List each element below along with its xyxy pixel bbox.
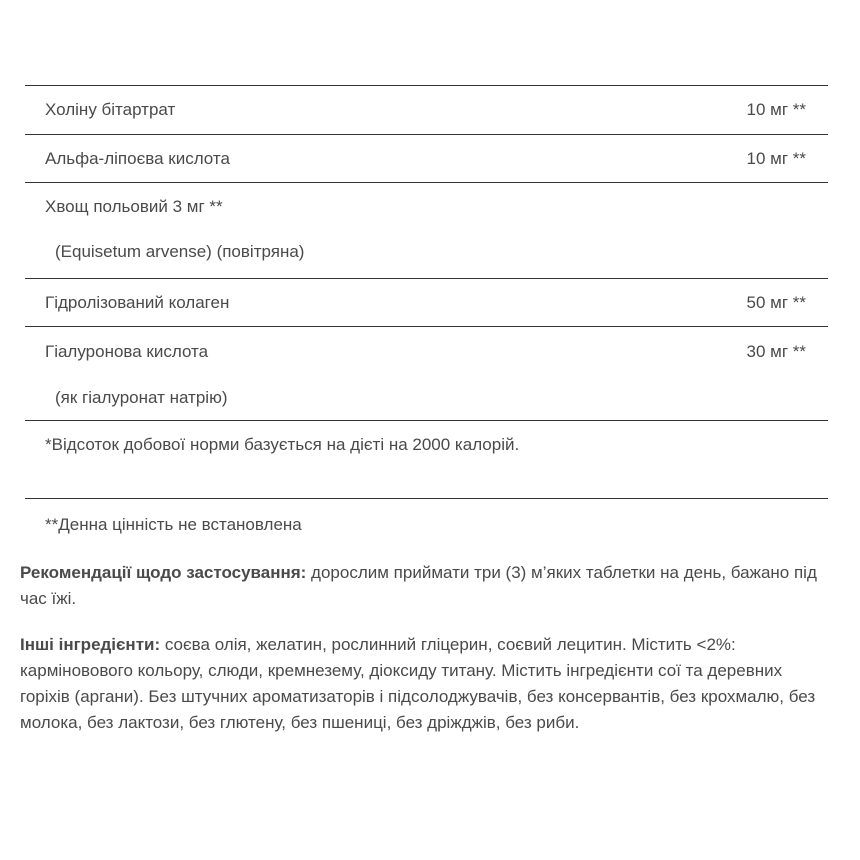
ingredient-row-choline: [25, 86, 828, 135]
footnote-not-established-row: [25, 499, 828, 549]
usage-label: Рекомендації щодо застосування:: [20, 563, 307, 582]
ingredient-name: Гіалуронова кислота: [45, 342, 209, 361]
ingredient-row-collagen: [25, 279, 828, 327]
ingredient-name: Хвощ польовий 3 мг **: [45, 197, 223, 216]
other-ingredients: [20, 632, 820, 736]
ingredient-amount: 30 мг **: [746, 342, 806, 361]
ingredient-sub-description: (як гіалуронат натрію): [55, 388, 228, 407]
footnote-daily-value-row: [25, 421, 828, 499]
ingredient-name: Гідролізований колаген: [45, 293, 230, 312]
usage-text: дорослим приймати три (3) м’яких таблетки на день, бажано під час їжі.: [20, 563, 817, 608]
footnote-not-established: **Денна цінність не встановлена: [45, 515, 302, 534]
footnote-daily-value: *Відсоток добової норми базується на дієті на 2000 калорій.: [45, 435, 520, 454]
ingredient-row-horsetail: [25, 183, 828, 279]
other-ingredients-label: Інші інгредієнти:: [20, 635, 161, 654]
ingredient-amount: 10 мг **: [746, 149, 806, 168]
other-ingredients-text: соєва олія, желатин, рослинний гліцерин, соєвий лецитин. Містить <2%: карміновового кольору, слюди, кремнезему, діоксиду титану. Містить інгредієнти сої та деревних горіхів (аргани). Без штучних ароматизаторів і підсолоджувачів, без консервантів, без крохмалю, без молока, без лактози, без глютену, без пшениці, без дріжджів, без риби.: [20, 635, 816, 732]
ingredient-amount: 10 мг **: [746, 100, 806, 119]
ingredient-name: Холіну бітартрат: [45, 100, 176, 119]
ingredient-row-hyaluronic: [25, 327, 828, 421]
usage-recommendations: [20, 560, 820, 612]
supplement-facts-table: [25, 85, 828, 549]
ingredient-sub-description: (Equisetum arvense) (повітряна): [55, 242, 305, 261]
ingredient-row-alpha-lipoic: [25, 135, 828, 183]
ingredient-amount: 50 мг **: [746, 293, 806, 312]
ingredient-name: Альфа-ліпоєва кислота: [45, 149, 230, 168]
